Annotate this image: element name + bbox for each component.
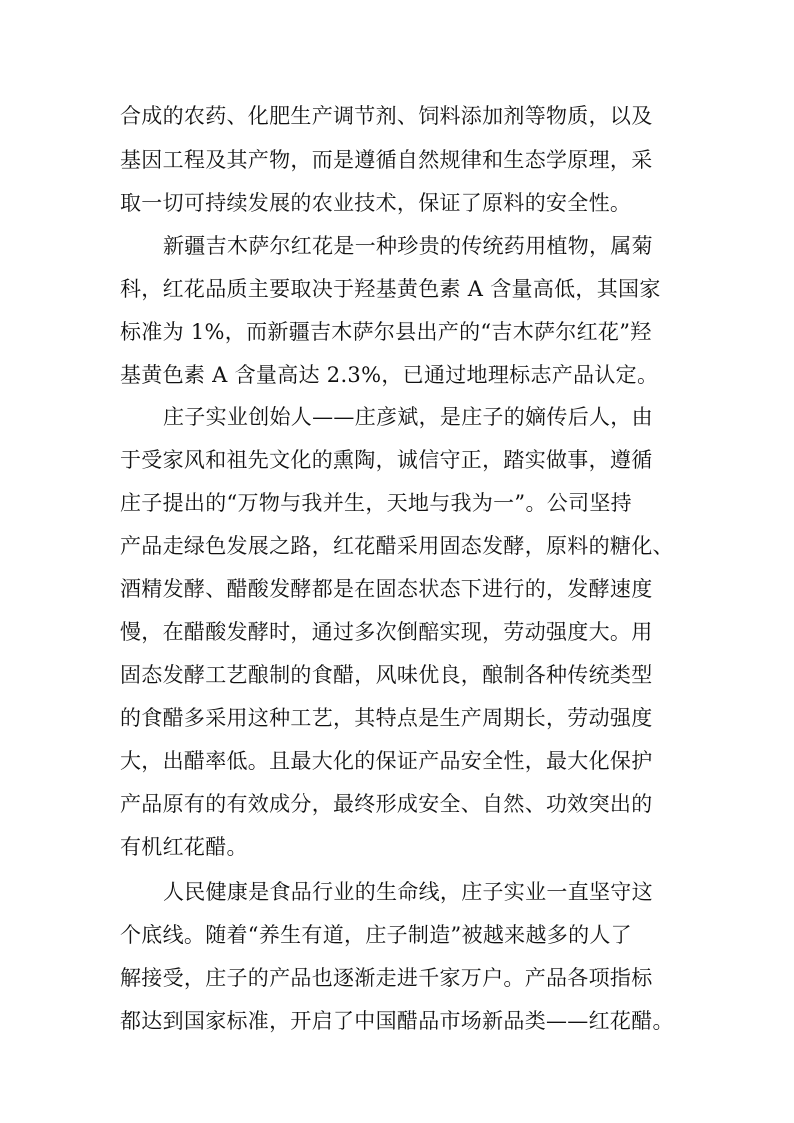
paragraph-3-line-5: 酒精发酵、醋酸发酵都是在固态状态下进行的，发酵速度: [120, 577, 653, 601]
paragraph-4-line-2: 个底线。随着“养生有道，庄子制造”被越来越多的人了: [120, 923, 632, 947]
paragraph-1-line-3: 取一切可持续发展的农业技术，保证了原料的安全性。: [120, 191, 632, 215]
paragraph-3-line-2: 于受家风和祖先文化的熏陶，诚信守正，踏实做事，遵循: [120, 448, 653, 472]
paragraph-2-line-2: 科，红花品质主要取决于羟基黄色素 A 含量高低，其国家: [120, 277, 661, 301]
paragraph-2-line-1: 新疆吉木萨尔红花是一种珍贵的传统药用植物，属菊: [163, 234, 653, 258]
paragraph-3-line-8: 的食醋多采用这种工艺，其特点是生产周期长，劳动强度: [120, 706, 653, 730]
paragraph-3-line-4: 产品走绿色发展之路，红花醋采用固态发酵，原料的糖化、: [120, 534, 674, 558]
paragraph-3-line-9: 大，出醋率低。且最大化的保证产品安全性，最大化保护: [120, 749, 653, 773]
paragraph-3-line-7: 固态发酵工艺酿制的食醋，风味优良，酿制各种传统类型: [120, 663, 653, 687]
paragraph-2-line-3: 标准为 1%，而新疆吉木萨尔县出产的“吉木萨尔红花”羟: [120, 320, 652, 344]
paragraph-3-line-1: 庄子实业创始人——庄彦斌，是庄子的嫡传后人，由: [163, 405, 653, 429]
paragraph-2-line-4: 基黄色素 A 含量高达 2.3%，已通过地理标志产品认定。: [120, 363, 659, 387]
paragraph-3-line-6: 慢，在醋酸发酵时，通过多次倒醅实现，劳动强度大。用: [120, 620, 653, 644]
paragraph-1-line-1: 合成的农药、化肥生产调节剂、饲料添加剂等物质，以及: [120, 104, 653, 128]
paragraph-4-line-3: 解接受，庄子的产品也逐渐走进千家万户。产品各项指标: [120, 966, 653, 990]
paragraph-4-line-1: 人民健康是食品行业的生命线，庄子实业一直坚守这: [163, 880, 653, 904]
paragraph-1-line-2: 基因工程及其产物，而是遵循自然规律和生态学原理，采: [120, 148, 653, 172]
paragraph-4-line-4: 都达到国家标准，开启了中国醋品市场新品类——红花醋。: [120, 1009, 674, 1033]
paragraph-3-line-11: 有机红花醋。: [120, 835, 248, 859]
paragraph-3-line-3: 庄子提出的“万物与我并生，天地与我为一”。公司坚持: [120, 491, 632, 515]
paragraph-3-line-10: 产品原有的有效成分，最终形成安全、自然、功效突出的: [120, 792, 653, 816]
